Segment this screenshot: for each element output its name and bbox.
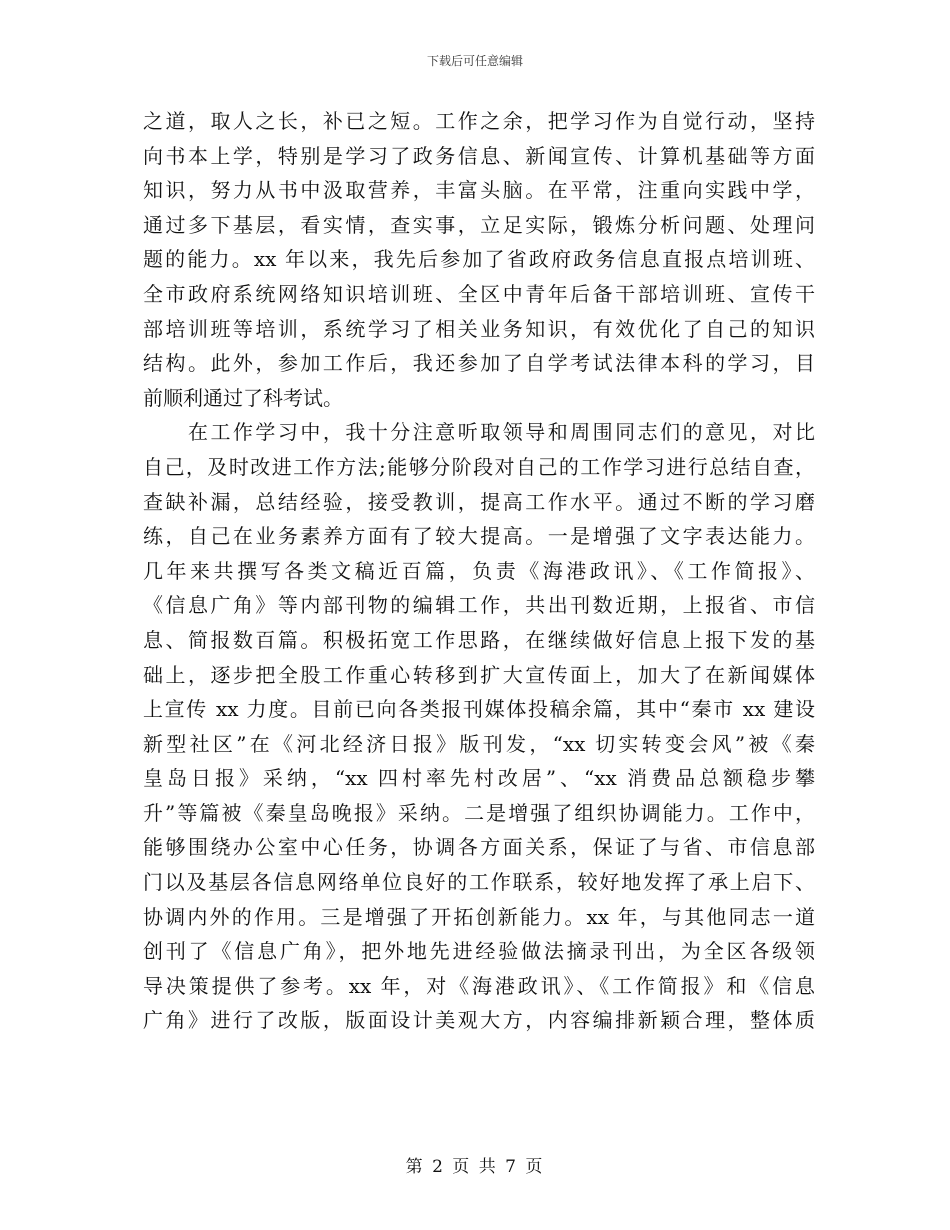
- body-text-line: 新型社区”在《河北经济日报》版刊发，“xx 切实转变会风”被《秦: [143, 731, 815, 756]
- body-text-line: 广角》进行了改版，版面设计美观大方，内容编排新颖合理，整体质: [143, 1008, 815, 1033]
- body-text-line: 知识，努力从书中汲取营养，丰富头脑。在平常，注重向实践中学，: [143, 178, 815, 203]
- body-text-line: 能够围绕办公室中心任务，协调各方面关系，保证了与省、市信息部: [143, 835, 815, 860]
- body-text-line: 导决策提供了参考。xx 年，对《海港政讯》、《工作简报》和《信息: [143, 973, 815, 998]
- body-text-line: 《信息广角》等内部刊物的编辑工作，共出刊数近期，上报省、市信: [143, 593, 815, 618]
- page-header: 下载后可任意编辑: [426, 54, 523, 68]
- body-text-line: 前顺利通过了科考试。: [143, 385, 343, 410]
- body-text-line: 础上，逐步把全股工作重心转移到扩大宣传面上，加大了在新闻媒体: [143, 662, 815, 687]
- body-text-line: 几年来共撰写各类文稿近百篇，负责《海港政讯》、《工作简报》、: [143, 558, 815, 583]
- body-text-line: 门以及基层各信息网络单位良好的工作联系，较好地发挥了承上启下、: [143, 870, 815, 895]
- body-text-line: 皇岛日报》采纳，“xx 四村率先村改居”、“xx 消费品总额稳步攀: [143, 766, 815, 791]
- body-text-line: 练，自己在业务素养方面有了较大提高。一是增强了文字表达能力。: [143, 524, 815, 549]
- body-text-line: 结构。此外，参加工作后，我还参加了自学考试法律本科的学习，目: [143, 351, 815, 376]
- body-text-line: 部培训班等培训，系统学习了相关业务知识，有效优化了自己的知识: [143, 316, 815, 341]
- body-text-line: 上宣传 xx 力度。目前已向各类报刊媒体投稿余篇，其中“秦市 xx 建设: [143, 697, 815, 722]
- body-text-line: 题的能力。xx 年以来，我先后参加了省政府政务信息直报点培训班、: [143, 247, 815, 272]
- body-text-line: 自己，及时改进工作方法;能够分阶段对自己的工作学习进行总结自查，: [143, 454, 815, 479]
- body-text-line: 向书本上学，特别是学习了政务信息、新闻宣传、计算机基础等方面: [143, 143, 815, 168]
- body-text-line: 通过多下基层，看实情，查实事，立足实际，锻炼分析问题、处理问: [143, 212, 815, 237]
- body-text-line: 在工作学习中，我十分注意听取领导和周围同志们的意见，对比: [143, 420, 815, 445]
- body-text-line: 查缺补漏，总结经验，接受教训，提高工作水平。通过不断的学习磨: [143, 489, 815, 514]
- body-text-line: 息、简报数百篇。积极拓宽工作思路，在继续做好信息上报下发的基: [143, 627, 815, 652]
- body-text-line: 协调内外的作用。三是增强了开拓创新能力。xx 年，与其他同志一道: [143, 904, 815, 929]
- body-text-line: 全市政府系统网络知识培训班、全区中青年后备干部培训班、宣传干: [143, 281, 815, 306]
- page-number: 第 2 页 共 7 页: [405, 1157, 545, 1177]
- body-text-line: 创刊了《信息广角》，把外地先进经验做法摘录刊出，为全区各级领: [143, 939, 815, 964]
- body-text-line: 升”等篇被《秦皇岛晚报》采纳。二是增强了组织协调能力。工作中，: [143, 800, 815, 825]
- document-body: [143, 104, 815, 1038]
- body-text-line: 之道，取人之长，补已之短。工作之余，把学习作为自觉行动，坚持: [143, 109, 815, 133]
